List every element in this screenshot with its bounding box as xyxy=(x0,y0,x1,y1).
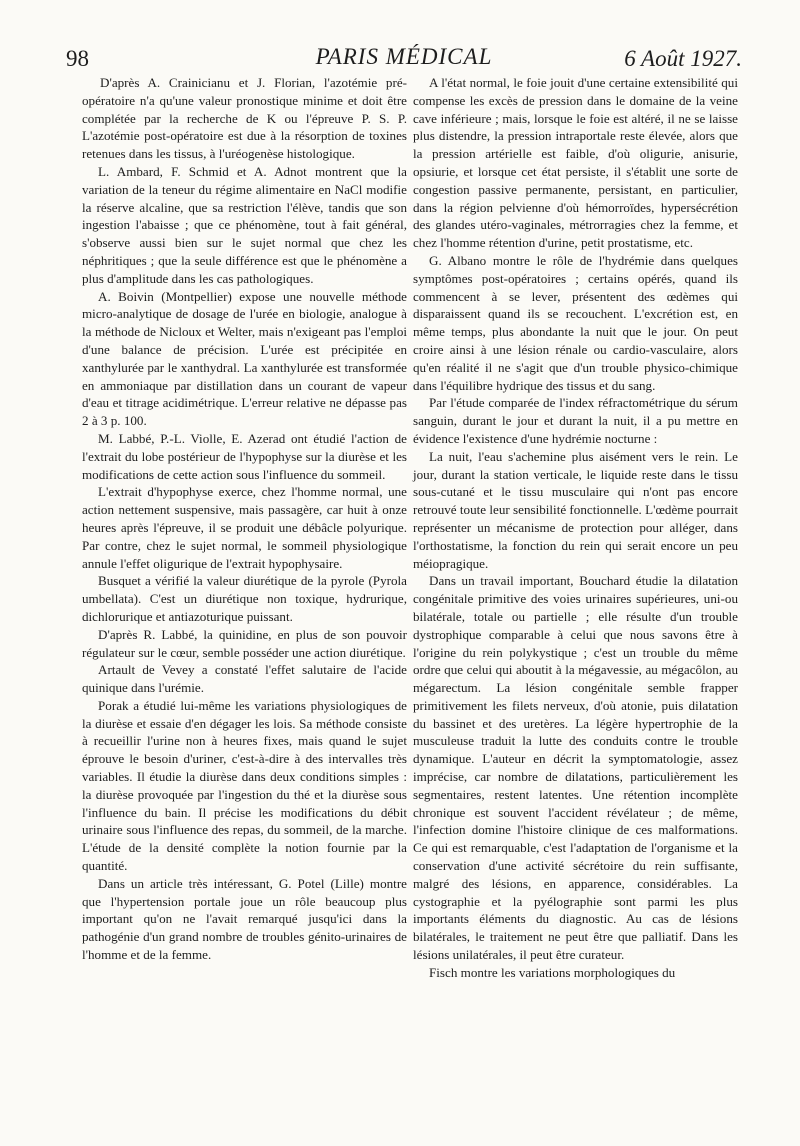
paragraph: A l'état normal, le foie jouit d'une certaine extensibilité qui compense les excès de pression dans le domaine de la veine cave inférieure ; mais, lorsque le foie est altéré, il ne se laisse plus distendre, la pression intraportale reste élevée, alors que la pression artérielle est faible, d'où oligurie, anisurie, opsiurie, et lorsque cet état persiste, il s'établit une sorte de congestion passive permanente, persistant, en particulier, dans la région pelvienne d'où hémorroïdes, hypersécrétion des glandes utéro-vaginales, métrorragies chez la femme, et chez l'homme rétention d'urine, petit prostatisme, etc. xyxy=(413,75,738,251)
paragraph: Fisch montre les variations morphologiques du xyxy=(429,964,676,980)
paragraph: La nuit, l'eau s'achemine plus aisément vers le rein. Le jour, durant la station verticale, le liquide reste dans le tissu sous-cutané et le tissu musculaire qui n'ont pas encore retrouvé toute leur sensibilité fonctionnelle. L'œdème pourrait représenter un mécanisme de protection pour alléger, dans l'orthostatisme, la fonction du rein qui serait encore un peu méiopragique. xyxy=(413,448,738,571)
paragraph: Artault de Vevey a constaté l'effet salutaire de l'acide quinique dans l'urémie. xyxy=(82,662,407,696)
paragraph: L'extrait d'hypophyse exerce, chez l'homme normal, une action nettement suspensive, mais passagère, car huit à onze heures après l'épreuve, il se produit une débâcle polyurique. Par contre, chez le sujet normal, le sommeil physiologique annule l'effet oligurique de l'extrait hypophysaire. xyxy=(82,484,407,571)
issue-date: 6 Août 1927. xyxy=(624,46,742,71)
paragraph: Busquet a vérifié la valeur diurétique de la pyrole (Pyrola umbellata). C'est un diurétique non toxique, hydrurique, dichlorurique et antiazoturique puissant. xyxy=(82,573,407,624)
paragraph: A. Boivin (Montpellier) expose une nouvelle méthode micro-analytique de dosage de l'urée en biologie, analogue à la méthode de Nicloux et Welter, mais n'exigeant pas l'emploi d'une balance de précision. L'urée est précipitée en xanthylurée par le xanthydral. La xanthylurée est transformée en ammoniaque par distillation dans un courant de vapeur d'eau et titrage acidimétrique. L'erreur relative ne dépasse pas 2 à 3 p. 100. xyxy=(82,288,407,429)
left-column xyxy=(82,74,407,964)
page-number: 98 xyxy=(66,46,89,71)
paragraph: Dans un travail important, Bouchard étudie la dilatation congénitale primitive des voies urinaires supérieures, uni-ou bilatérale, totale ou partielle ; elle résulte d'un trouble dystrophique comparable à celui que nous savons être à l'origine du rein polykystique ; c'est un trouble du même ordre que celui qui aboutit à la mégavessie, au mégacôlon, au mégarectum. La lésion congénitale semble frapper primitivement les filets nerveux, d'où atonie, puis dilatation du bassinet et des uretères. La légère hypertrophie de la musculeuse traduit la lutte des conduits contre le trouble dynamique. L'auteur en décrit la symptomatologie, assez imprécise, car nombre de dilatations, particulièrement les segmentaires, restent latentes. Une rétention incomplète chronique est souvent l'accident révélateur ; de même, l'infection domine l'histoire clinique de ces malformations. Ce qui est remarquable, c'est l'adaptation de l'organisme et la conservation d'une activité sécrétoire du rein suffisante, malgré des lésions, en apparence, considérables. La cystographie et la pyélographie sont parmi les plus importants éléments du diagnostic. Au cas de lésions bilatérales, le traitement ne peut être que palliatif. Dans les lésions unilatérales, il peut être curateur. xyxy=(413,573,738,963)
paragraph: G. Albano montre le rôle de l'hydrémie dans quelques symptômes post-opératoires ; certains opérés, quand ils commencent à se lever, présentent des œdèmes qui disparaissent quand ils se recouchent. L'excrétion est, en même temps, plus abondante la nuit que le jour. On peut croire ainsi à une lésion rénale ou cardio-vasculaire, alors qu'en réalité il ne s'agit que d'un trouble physico-chimique dans l'équilibre hydrique des tissus et du sang. xyxy=(413,252,738,393)
right-column xyxy=(413,74,738,982)
journal-title: PARIS MÉDICAL xyxy=(315,44,493,69)
paragraph: Dans un article très intéressant, G. Potel (Lille) montre que l'hypertension portale joue un rôle beaucoup plus important qu'on ne l'avait remarqué jusqu'ici dans la pathogénie d'un grand nombre de troubles génito-urinaires de l'homme et de la femme. xyxy=(82,875,407,963)
paragraph: M. Labbé, P.-L. Violle, E. Azerad ont étudié l'action de l'extrait du lobe postérieur de l'hypophyse sur la diurèse et les modifications de cette action sous l'influence du sommeil. xyxy=(82,430,407,482)
paragraph: D'après R. Labbé, la quinidine, en plus de son pouvoir régulateur sur le cœur, semble posséder une action diurétique. xyxy=(82,626,407,660)
paragraph: L. Ambard, F. Schmid et A. Adnot montrent que la variation de la teneur du régime alimentaire en NaCl modifie la réserve alcaline, que sa restriction l'élève, tandis que son ingestion l'abaisse ; que ce phénomène, tout à fait général, s'observe aussi bien sur le sujet normal que chez les néphritiques ; que la seule différence est que le phénomène a plus d'amplitude dans les cas pathologiques. xyxy=(82,163,407,286)
paragraph: Porak a étudié lui-même les variations physiologiques de la diurèse et essaie d'en dégager les lois. Sa méthode consiste à recueillir l'urine non à heures fixes, mais quand le sujet éprouve le besoin d'uriner, c'est-à-dire à des intervalles très variables. Il étudie la diurèse dans deux conditions simples : la diurèse provoquée par l'ingestion du thé et la diurèse sous l'influence du bain. Il précise les modifications du débit urinaire sous l'influence des repas, du sommeil, de la marche. L'étude de la densité complète la notion fournie par la quantité. xyxy=(82,697,407,874)
paragraph: Par l'étude comparée de l'index réfractométrique du sérum sanguin, durant le jour et durant la nuit, il a pu mettre en évidence l'existence d'une hydrémie nocturne : xyxy=(413,395,738,446)
page-header xyxy=(66,38,742,78)
paragraph: D'après A. Crainicianu et J. Florian, l'azotémie pré-opératoire n'a qu'une valeur pronostique minime et doit être complétée par la recherche de K ou l'épreuve P. S. P. L'azotémie post-opératoire est due à la résorption de toxines retenues dans les tissus, à l'uréogenèse histologique. xyxy=(82,75,407,162)
